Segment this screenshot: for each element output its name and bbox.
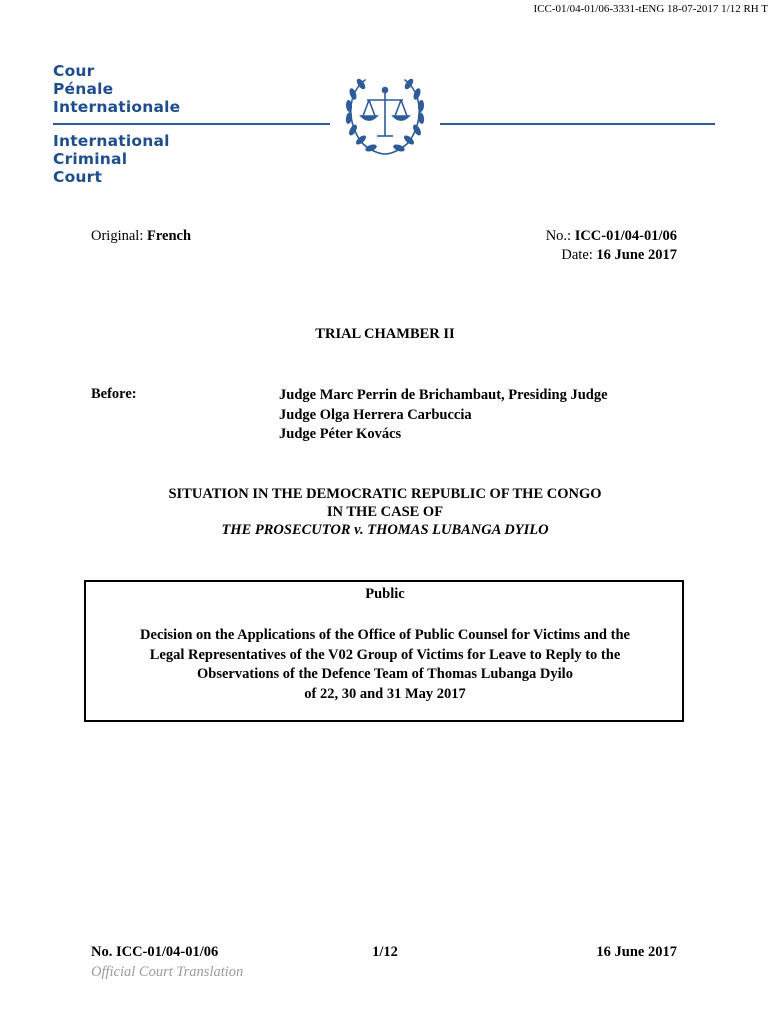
logo-divider-left: [53, 123, 330, 125]
decision-title-line: of 22, 30 and 31 May 2017: [304, 685, 466, 702]
footer-page-number: 1/12: [372, 944, 398, 960]
logo-fr-line: Cour: [53, 62, 95, 80]
situation-heading: [0, 485, 770, 539]
original-value: French: [146, 228, 192, 244]
document-reference-header: ICC-01/04-01/06-3331-tENG 18-07-2017 1/12 RH T: [533, 3, 768, 15]
icc-scales-laurel-emblem-icon: [331, 70, 439, 158]
decision-title: [95, 626, 675, 704]
situation-line: IN THE CASE OF: [326, 504, 444, 520]
chamber-heading: TRIAL CHAMBER II: [315, 326, 455, 342]
original-language: [91, 228, 191, 245]
decision-title-line: Legal Representatives of the V02 Group of Victims for Leave to Reply to the: [149, 646, 621, 663]
logo-en-line: Court: [53, 168, 103, 186]
logo-text-english: [53, 132, 170, 186]
judge-name: Judge Marc Perrin de Brichambaut, Presiding Judge: [279, 387, 608, 403]
logo-divider-right: [440, 123, 715, 125]
logo-en-line: Criminal: [53, 150, 128, 168]
decision-title-line: Decision on the Applications of the Office of Public Counsel for Victims and the: [140, 627, 630, 643]
case-number-value: ICC-01/04-01/06: [574, 228, 677, 244]
judge-name: Judge Olga Herrera Carbuccia: [279, 406, 472, 423]
logo-en-line: International: [53, 132, 170, 150]
decision-title-line: Observations of the Defence Team of Thomas Lubanga Dyilo: [197, 666, 573, 682]
judges-list: [279, 386, 608, 445]
case-number: [546, 228, 677, 245]
case-number-label: No.:: [545, 228, 572, 244]
situation-line: SITUATION IN THE DEMOCRATIC REPUBLIC OF THE CONGO: [168, 486, 602, 502]
case-title: THE PROSECUTOR v. THOMAS LUBANGA DYILO: [221, 522, 549, 538]
logo-text-french: [53, 62, 180, 116]
logo-fr-line: Internationale: [53, 98, 181, 116]
logo-fr-line: Pénale: [53, 80, 114, 98]
original-label: Original:: [91, 228, 144, 244]
classification-label: Public: [365, 586, 405, 602]
document-date: [561, 247, 677, 264]
footer-case-number: No. ICC-01/04-01/06: [91, 944, 219, 960]
judge-name: Judge Péter Kovács: [279, 426, 402, 442]
footer-translation-note: Official Court Translation: [91, 964, 244, 980]
date-value: 16 June 2017: [596, 247, 677, 263]
before-label: Before:: [91, 386, 137, 402]
date-label: Date:: [561, 247, 593, 263]
footer-date: 16 June 2017: [596, 944, 677, 960]
